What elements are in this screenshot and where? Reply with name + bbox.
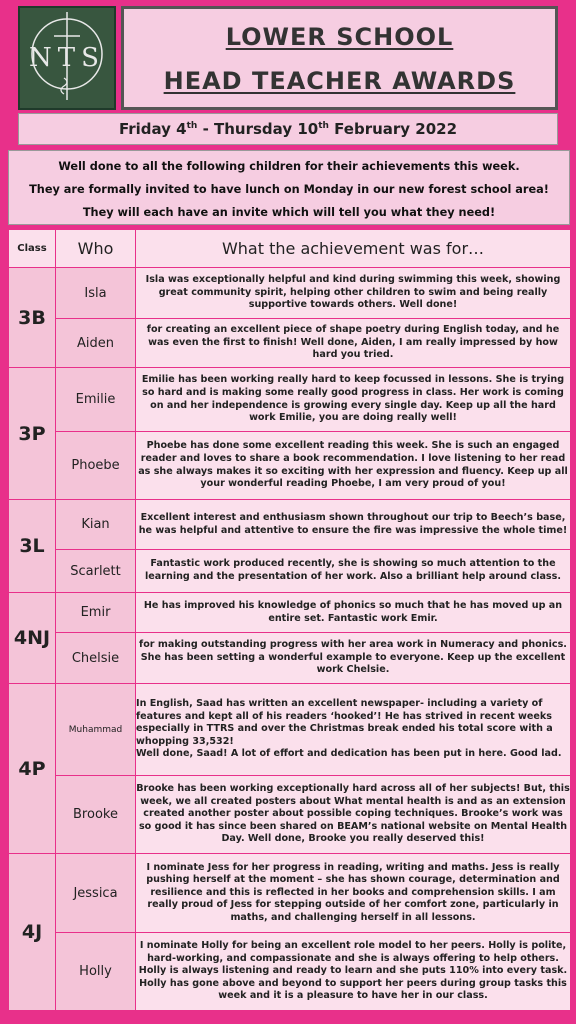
who-cell: Emir — [56, 593, 136, 633]
who-cell: Holly — [56, 933, 136, 1011]
who-cell: Muhammad — [56, 684, 136, 776]
table-row — [9, 854, 571, 933]
achievement-cell: Fantastic work produced recently, she is showing so much attention to the learning and the presentation of her work. Also a brilliant help around class. — [136, 550, 571, 593]
table-row — [9, 633, 571, 684]
who-cell: Scarlett — [56, 550, 136, 593]
table-row — [9, 432, 571, 500]
intro-line-3: They will each have an invite which will tell you what they need! — [82, 206, 496, 219]
table-row — [9, 776, 571, 854]
header-who: Who — [56, 230, 136, 268]
class-cell: 4P — [9, 684, 56, 854]
who-cell: Aiden — [56, 319, 136, 368]
achievement-cell: Phoebe has done some excellent reading this week. She is such an engaged reader and loves to share a book recommendation. I love listening to her read as she always makes it so exciting with her expression and fluency. Keep up all your wonderful reading Phoebe, I am very proud of you! — [136, 432, 571, 500]
class-cell: 3P — [9, 368, 56, 500]
awards-table — [8, 229, 571, 1011]
table-row — [9, 684, 571, 776]
achievement-cell: He has improved his knowledge of phonics so much that he has moved up an entire set. Fantastic work Emir. — [136, 593, 571, 633]
date-range — [18, 113, 558, 145]
who-cell: Chelsie — [56, 633, 136, 684]
class-cell: 4J — [9, 854, 56, 1011]
table-row — [9, 550, 571, 593]
who-cell: Brooke — [56, 776, 136, 854]
intro-line-2: They are formally invited to have lunch on Monday in our new forest school area! — [29, 183, 549, 196]
date-end-suffix: th — [318, 121, 329, 131]
header-class: Class — [9, 230, 56, 268]
title-panel — [121, 6, 558, 110]
date-mid: - Thursday 10 — [197, 120, 319, 138]
who-cell: Phoebe — [56, 432, 136, 500]
table-row — [9, 593, 571, 633]
achievement-cell: Brooke has been working exceptionally hard across all of her subjects! But, this week, we all created posters about What mental health is and as an extension created another poster about possible coping techniques. Brooke’s work was so good it has since been shared on BEAM’s national website on Mental Health Day. Well done, Brooke you really deserved this! — [136, 776, 571, 854]
date-start: Friday 4 — [118, 120, 187, 138]
school-logo — [18, 6, 116, 110]
achievement-cell: I nominate Holly for being an excellent role model to her peers. Holly is polite, hard-working, and compassionate and she is always offering to help others. Holly is always listening and ready to learn and she puts 110% into every task. Holly has gone above and beyond to support her peers during group tasks this week and it is a pleasure to have her in our class. — [136, 933, 571, 1011]
who-cell: Jessica — [56, 854, 136, 933]
title-line-2: HEAD TEACHER AWARDS — [163, 67, 516, 95]
who-cell: Kian — [56, 500, 136, 550]
table-row — [9, 319, 571, 368]
date-end: February 2022 — [328, 120, 458, 138]
logo-letters: NTS — [29, 43, 105, 73]
achievement-cell: I nominate Jess for her progress in reading, writing and maths. Jess is really pushing herself at the moment – she has shown courage, determination and resilience and this is reflected in her books and comprehension skills. I am really proud of Jess for stepping outside of her comfort zone, particularly in maths, and challenging herself in all lessons. — [136, 854, 571, 933]
class-cell: 3L — [9, 500, 56, 593]
header-achievement: What the achievement was for… — [136, 230, 571, 268]
intro-line-1: Well done to all the following children for their achievements this week. — [58, 160, 520, 173]
title-line-1: LOWER SCHOOL — [225, 23, 454, 51]
date-start-suffix: th — [186, 121, 198, 131]
achievement-cell: for creating an excellent piece of shape poetry during English today, and he was even the first to finish! Well done, Aiden, I am really impressed by how hard you tried. — [136, 319, 571, 368]
table-header-row — [9, 230, 571, 268]
achievement-text: In English, Saad has written an excellent newspaper- including a variety of features and kept all of his readers ‘hooked’! He has strived in recent weeks especially in TTRS and over the Christmas break ended his total score with a whopping 33,532! — [136, 698, 553, 747]
intro-panel — [8, 150, 570, 225]
class-cell: 3B — [9, 268, 56, 368]
achievement-cell — [136, 684, 571, 776]
achievement-text-2: Well done, Saad! A lot of effort and dedication has been put in here. Good lad. — [136, 748, 562, 760]
achievement-cell: for making outstanding progress with her area work in Numeracy and phonics. She has been setting a wonderful example to everyone. Keep up the excellent work Chelsie. — [136, 633, 571, 684]
achievement-cell: Emilie has been working really hard to keep focussed in lessons. She is trying so hard and is making some really good progress in class. Her work is coming on and her independence is growing every single day. Keep up all the hard work Emilie, you are doing really well! — [136, 368, 571, 432]
achievement-cell: Excellent interest and enthusiasm shown throughout our trip to Beech’s base, he was helpful and attentive to ensure the fire was impressive the whole time! — [136, 500, 571, 550]
who-cell: Isla — [56, 268, 136, 319]
table-row — [9, 368, 571, 432]
school-crest-icon — [20, 8, 114, 108]
table-row — [9, 268, 571, 319]
who-cell: Emilie — [56, 368, 136, 432]
table-row — [9, 933, 571, 1011]
achievement-cell: Isla was exceptionally helpful and kind during swimming this week, showing great community spirit, helping other children to swim and being really supportive towards others. Well done! — [136, 268, 571, 319]
table-row — [9, 500, 571, 550]
class-cell: 4NJ — [9, 593, 56, 684]
